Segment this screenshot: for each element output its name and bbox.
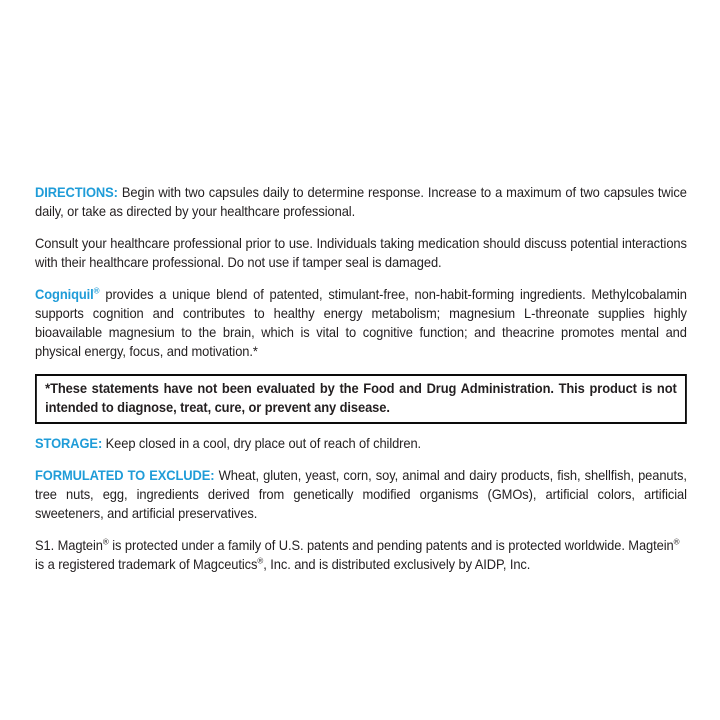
consult-paragraph	[35, 234, 687, 272]
brand-name: Cogniquil®	[35, 285, 100, 302]
registered-trademark-symbol: ®	[102, 536, 109, 547]
formulated-to-exclude-paragraph	[35, 466, 687, 523]
fda-disclaimer-box	[35, 374, 687, 424]
storage-text: Keep closed in a cool, dry place out of reach of children.	[105, 435, 422, 451]
registered-trademark-symbol: ®	[257, 555, 264, 566]
consult-text: Consult your healthcare professional prior to use. Individuals taking medication should discuss potential interactions with their healthcare professional. Do not use if tamper seal is damaged.	[35, 235, 687, 270]
fda-disclaimer-text: *These statements have not been evaluated by the Food and Drug Administration. This product is not intended to diagnose, treat, cure, or prevent any disease.	[45, 380, 677, 415]
registered-trademark-symbol: ®	[93, 285, 100, 296]
formulated-to-exclude-heading: FORMULATED TO EXCLUDE:	[35, 467, 215, 483]
storage-paragraph	[35, 434, 687, 453]
product-description-paragraph	[35, 285, 687, 361]
formulated-to-exclude-text: Wheat, gluten, yeast, corn, soy, animal and dairy products, fish, shellfish, peanuts, tree nuts, egg, ingredients derived from genetically modified organisms (GMOs), artificial colors, artificial sweeteners, and artificial preservatives.	[35, 467, 687, 521]
label-text-panel	[35, 183, 687, 587]
directions-text: Begin with two capsules daily to determine response. Increase to a maximum of two capsules twice daily, or take as directed by your healthcare professional.	[35, 184, 687, 219]
storage-heading: STORAGE:	[35, 435, 103, 451]
directions-paragraph	[35, 183, 687, 221]
registered-trademark-symbol: ®	[673, 536, 680, 547]
patent-notice-paragraph: S1. Magtein® is protected under a family of U.S. patents and pending patents and is protected worldwide. Magtein® is a registered trademark of Magceutics®, Inc. and is distributed exclusively by AIDP, Inc.	[35, 536, 680, 572]
product-description-text: provides a unique blend of patented, stimulant-free, non-habit-forming ingredients. Methylcobalamin supports cognition and contributes to healthy energy metabolism; magnesium L-threonate supplies highly bioavailable magnesium to the brain, which is vital to cognitive function; and theacrine promotes mental and physical energy, focus, and motivation.*	[35, 286, 687, 359]
directions-heading: DIRECTIONS:	[35, 184, 118, 200]
